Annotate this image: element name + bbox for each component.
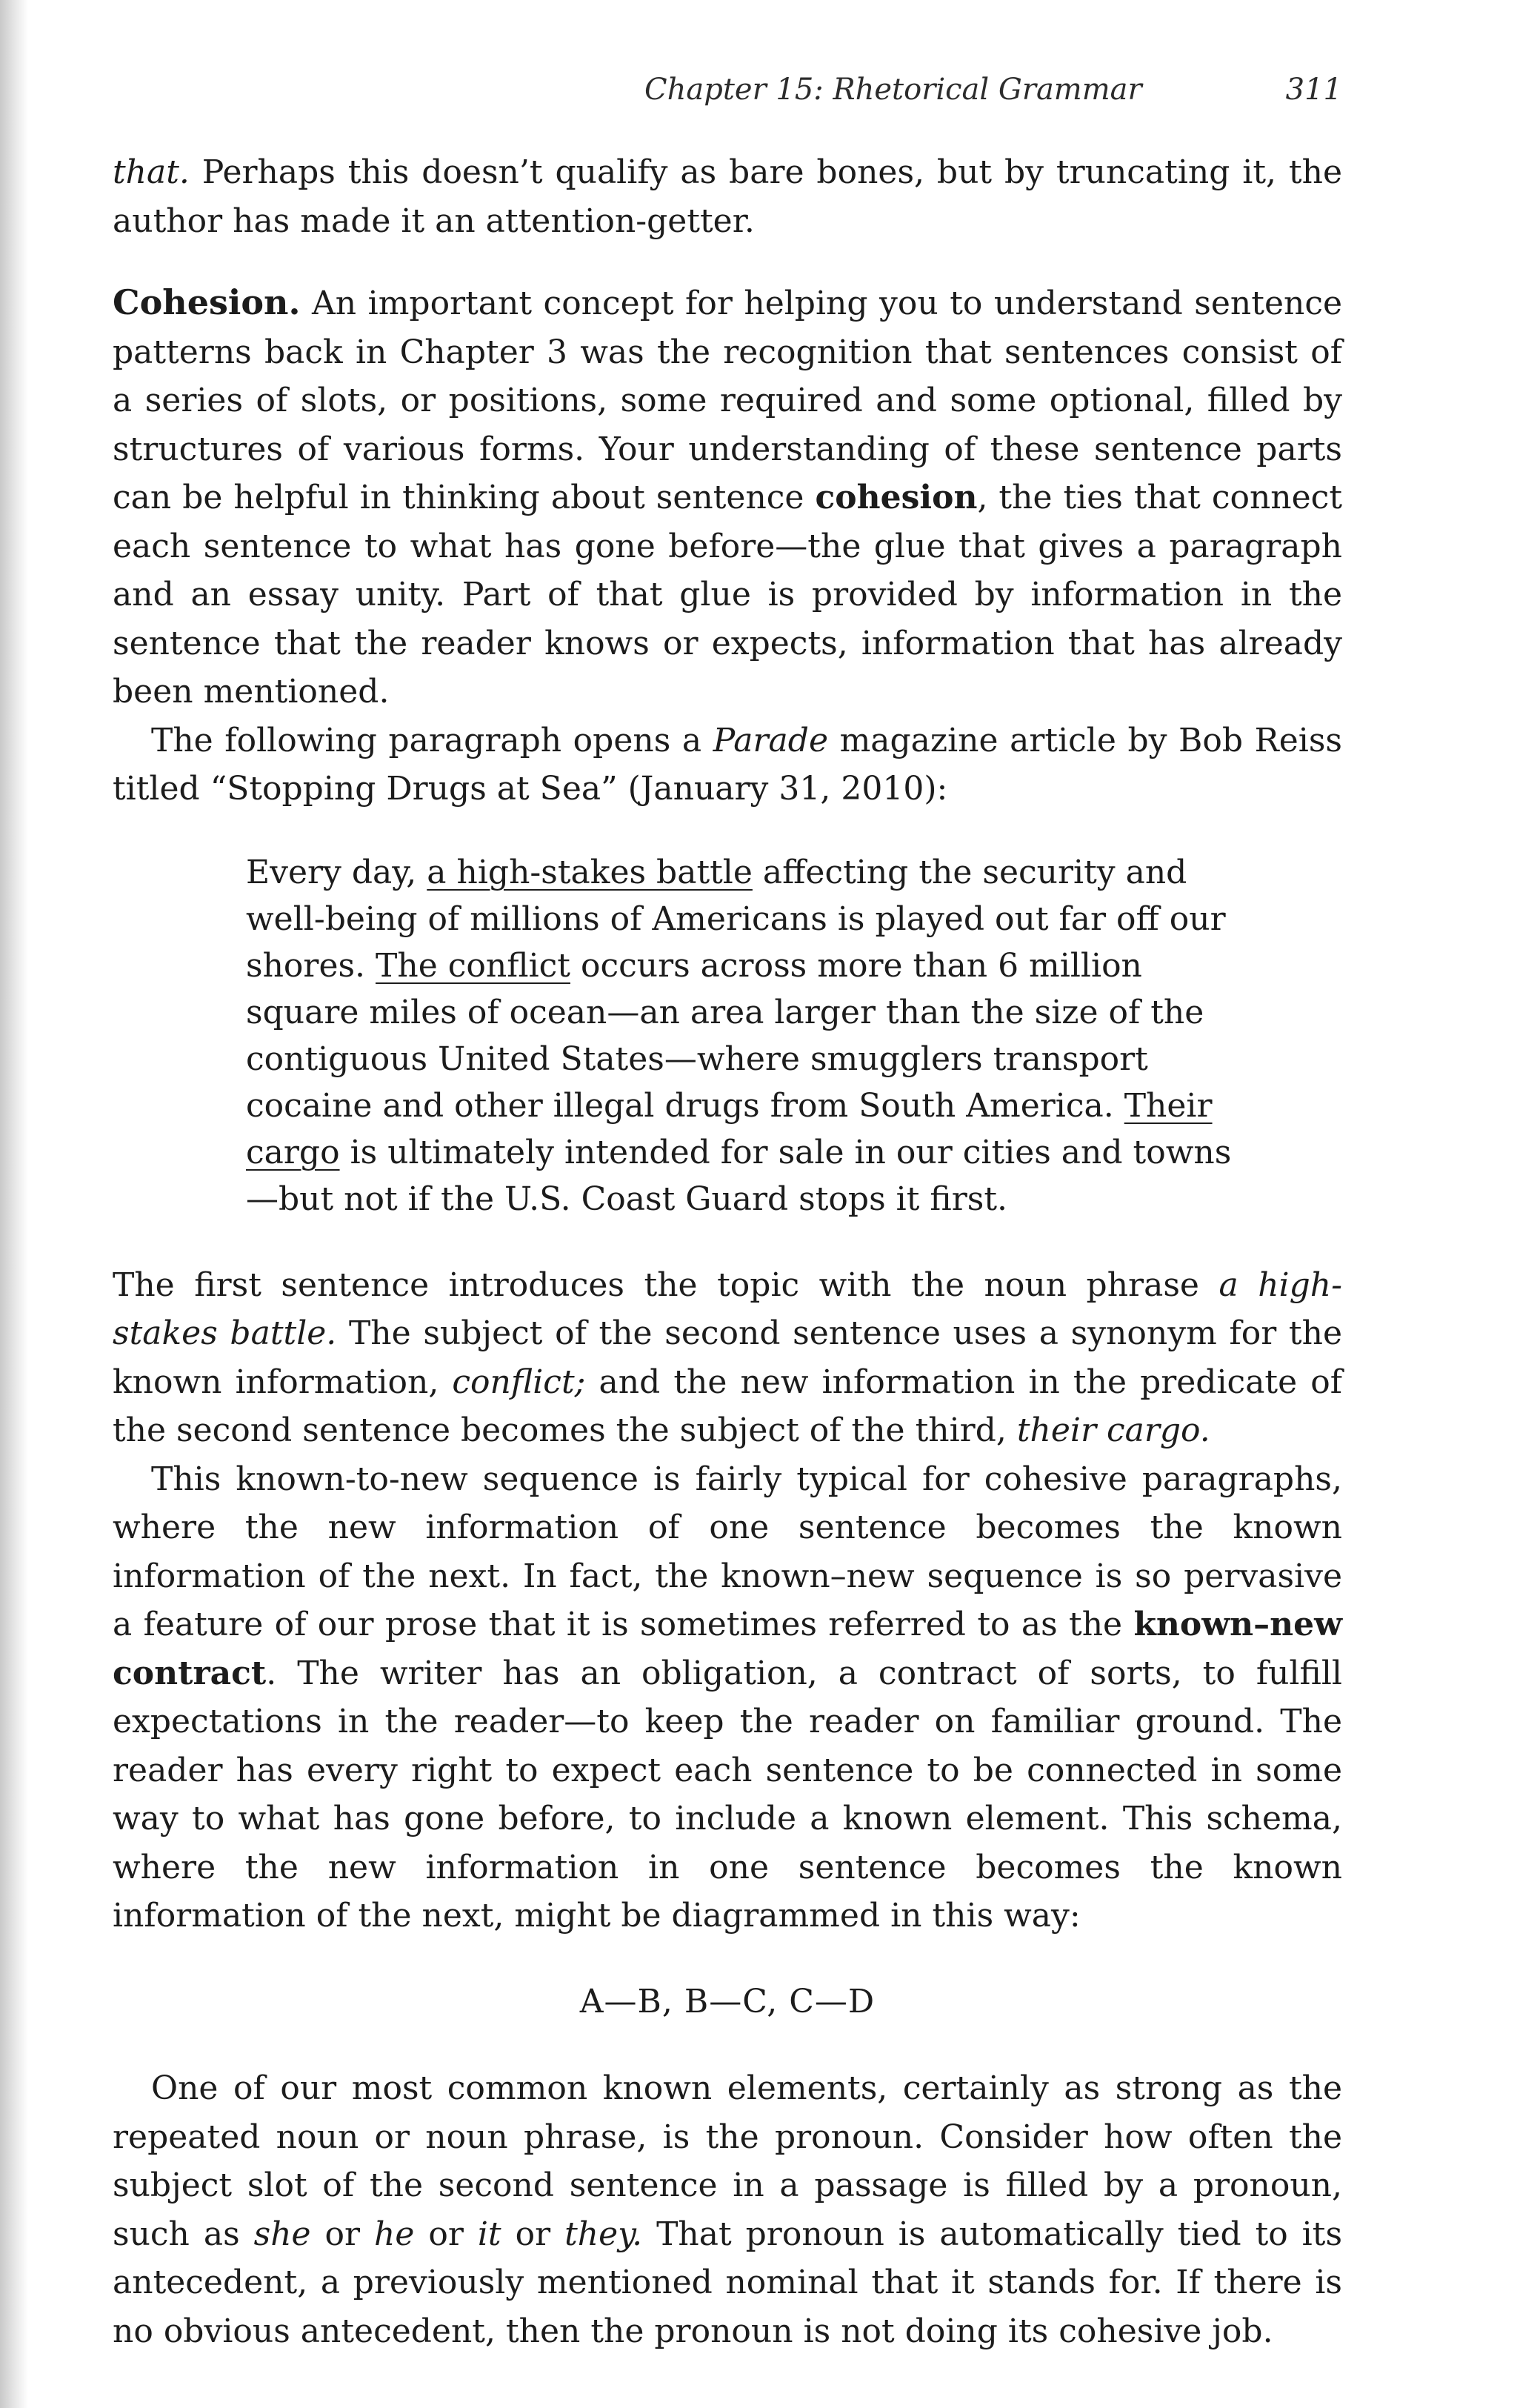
paragraph-text: . The writer has an obligation, a contract of sorts, to fulfill expectations in the reader—to keep the reader on familiar ground. The reader has every right to expect each sentence to be connected in some way to what has gone before, to include a known element. This schema, where the new information in one sentence becomes the known information of the next, might be diagrammed in this way: bbox=[113, 1654, 1342, 1935]
italic-pronoun: she bbox=[253, 2215, 311, 2253]
underlined-phrase: a high-stakes battle bbox=[427, 853, 753, 891]
italic-pronoun: he bbox=[374, 2215, 415, 2253]
paragraph-text: The following paragraph opens a bbox=[151, 721, 713, 759]
italic-pronoun: they. bbox=[564, 2215, 643, 2253]
key-term: known–new contract bbox=[113, 1606, 1342, 1692]
quote-text: occurs across more than 6 million square miles of ocean—an area larger than the size of the contiguous United States—where smugglers transport cocaine and other illegal drugs from South America. bbox=[246, 946, 1204, 1125]
italic-pronoun: it bbox=[477, 2215, 501, 2253]
page-body bbox=[113, 148, 1342, 2355]
italic-phrase: conflict; bbox=[452, 1363, 586, 1401]
paragraph-text: The first sentence introduces the topic with the noun phrase bbox=[113, 1265, 1219, 1304]
quote-text: affecting the security and well-being of millions of Americans is played out far off our shores. bbox=[246, 853, 1226, 985]
paragraph-text: That pronoun is automatically tied to its antecedent, a previously mentioned nominal that it stands for. If there is no obvious antecedent, then the pronoun is not doing its cohesive job. bbox=[113, 2215, 1343, 2350]
page-number: 311 bbox=[1285, 73, 1342, 107]
sequence-diagram: A—B, B—C, C—D bbox=[579, 1982, 876, 2020]
italic-phrase: their cargo. bbox=[1016, 1411, 1210, 1449]
chapter-title: Chapter 15: Rhetorical Grammar bbox=[644, 73, 1142, 107]
paragraph-text: or bbox=[310, 2215, 375, 2253]
paragraph-text: and the new information in the predicate of the second sentence becomes the subject of the third, bbox=[113, 1363, 1342, 1449]
page-edge-shadow bbox=[0, 0, 28, 2408]
paragraph-text: This known-to-new sequence is fairly typical for cohesive paragraphs, where the new information of one sentence becomes the known information of the next. In fact, the known–new sequence is so pervasive a feature of our prose that it is sometimes referred to as the bbox=[113, 1460, 1342, 1643]
quote-text: is ultimately intended for sale in our cities and towns—but not if the U.S. Coast Guard stops it first. bbox=[246, 1133, 1232, 1218]
section-heading: Cohesion. bbox=[113, 282, 301, 322]
paragraph-cohesion bbox=[113, 279, 1342, 716]
paragraph-text: One of our most common known elements, certainly as strong as the repeated noun or noun phrase, is the pronoun. Consider how often the subject slot of the second sentence in a passage is filled by a pronoun, such as bbox=[113, 2069, 1342, 2253]
paragraph-text: or bbox=[414, 2215, 478, 2253]
paragraph-text: , the ties that connect each sentence to what has gone before—the glue that gives a paragraph and an essay unity. Part of that glue is provided by information in the sentence that the reader knows or expects, information that has already been mentioned. bbox=[113, 479, 1342, 711]
paragraph-3 bbox=[113, 716, 1342, 814]
paragraph-text: magazine article by Bob Reiss titled “Stopping Drugs at Sea” (January 31, 2010): bbox=[113, 721, 1343, 808]
italic-word: that. bbox=[113, 153, 190, 191]
paragraph-1 bbox=[113, 148, 1342, 245]
quote-text: Every day, bbox=[246, 853, 427, 891]
paragraph-text: The subject of the second sentence uses a synonym for the known information, bbox=[113, 1314, 1342, 1401]
underlined-phrase: The conflict bbox=[376, 946, 570, 985]
paragraph-text: or bbox=[501, 2215, 565, 2253]
paragraph-text: An important concept for helping you to understand sentence patterns back in Chapter 3 was the recognition that sentences consist of a series of slots, or positions, some required and some optional, filled by structures of various forms. Your understanding of these sentence parts can be helpful in thinking about sentence bbox=[113, 285, 1342, 516]
paragraph-text: Perhaps this doesn’t qualify as bare bones, but by truncating it, the author has made it an attention-getter. bbox=[113, 153, 1342, 240]
key-term: cohesion bbox=[815, 479, 978, 516]
paragraph-4 bbox=[113, 1261, 1342, 1455]
italic-phrase: a high-stakes battle. bbox=[113, 1265, 1343, 1352]
paragraph-6 bbox=[113, 2064, 1342, 2355]
block-quote bbox=[246, 849, 1261, 1223]
paragraph-5 bbox=[113, 1455, 1342, 1940]
magazine-title: Parade bbox=[713, 721, 828, 759]
underlined-phrase: Their cargo bbox=[246, 1086, 1213, 1171]
